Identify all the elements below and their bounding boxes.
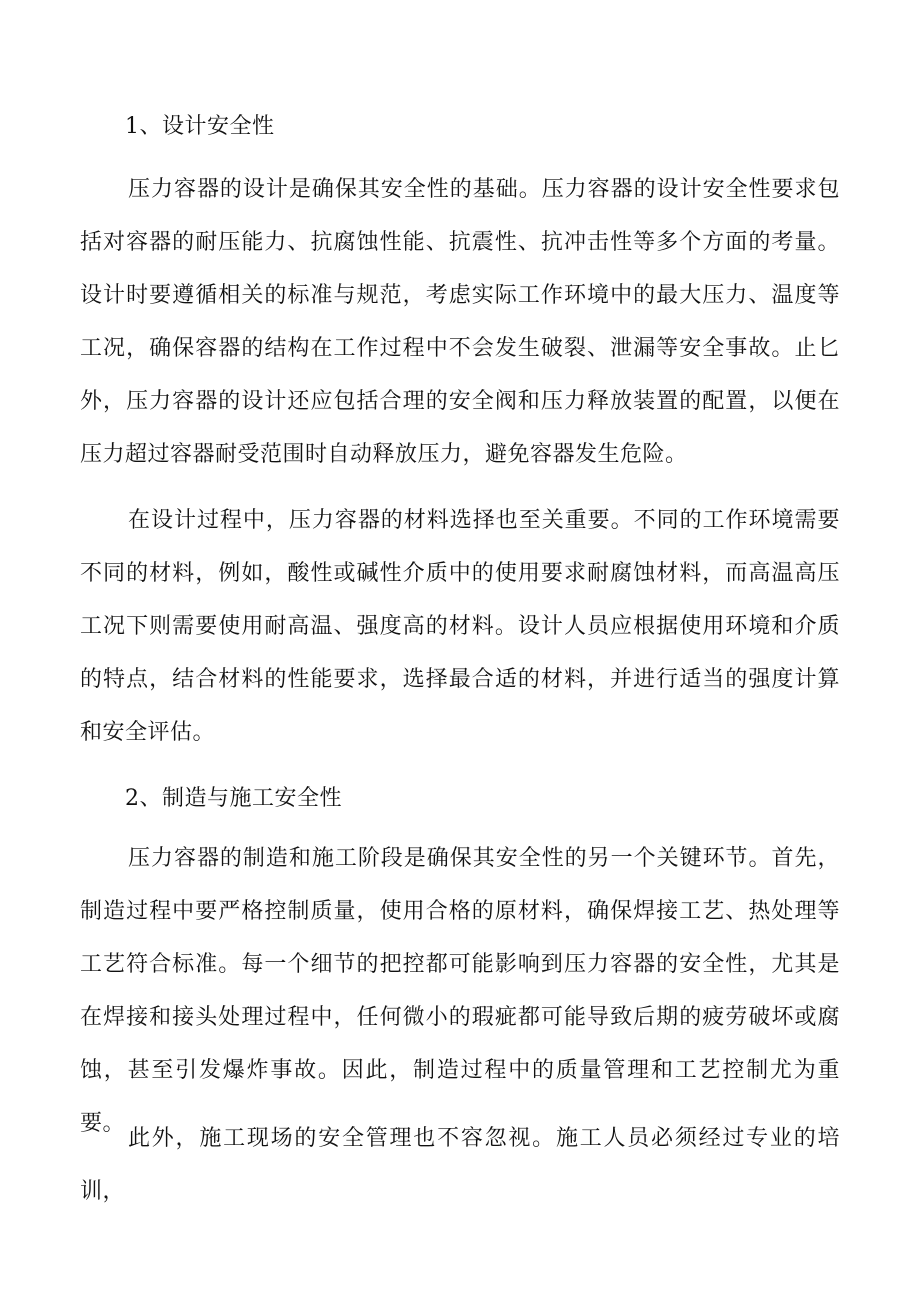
section-heading-manufacturing-safety: 2、制造与施工安全性 <box>125 786 342 811</box>
paragraph-design-basis: 压力容器的设计是确保其安全性的基础。压力容器的设计安全性要求包括对容器的耐压能力、抗腐蚀性能、抗震性、抗冲击性等多个方面的考量。设计时要遵循相关的标准与规范，考虑实际工作环境中的最大压力、温度等工况，确保容器的结构在工作过程中不会发生破裂、泄漏等安全事故。止匕外，压力容器的设计还应包括合理的安全阀和压力释放装置的配置，以便在压力超过容器耐受范围时自动释放压力，避免容器发生危险。 <box>80 177 840 467</box>
paragraph-manufacturing-quality: 压力容器的制造和施工阶段是确保其安全性的另一个关键环节。首先，制造过程中要严格控制质量，使用合格的原材料，确保焊接工艺、热处理等工艺符合标准。每一个细节的把控都可能影响到压力容器的安全性，尤其是在焊接和接头处理过程中，任何微小的瑕疵都可能导致后期的疲劳破坏或腐蚀，甚至引发爆炸事故。因此，制造过程中的质量管理和工艺控制尤为重要。 <box>80 846 840 1136</box>
section-heading-design-safety: 1、设计安全性 <box>125 114 275 139</box>
paragraph-site-management: 此外，施工现场的安全管理也不容忽视。施工人员必须经过专业的培训， <box>80 1126 840 1204</box>
paragraph-material-selection: 在设计过程中，压力容器的材料选择也至关重要。不同的工作环境需要不同的材料，例如，酸性或碱性介质中的使用要求耐腐蚀材料，而高温高压工况下则需要使用耐高温、强度高的材料。设计人员应根据使用环境和介质的特点，结合材料的性能要求，选择最合适的材料，并进行适当的强度计算和安全评估。 <box>80 508 840 745</box>
